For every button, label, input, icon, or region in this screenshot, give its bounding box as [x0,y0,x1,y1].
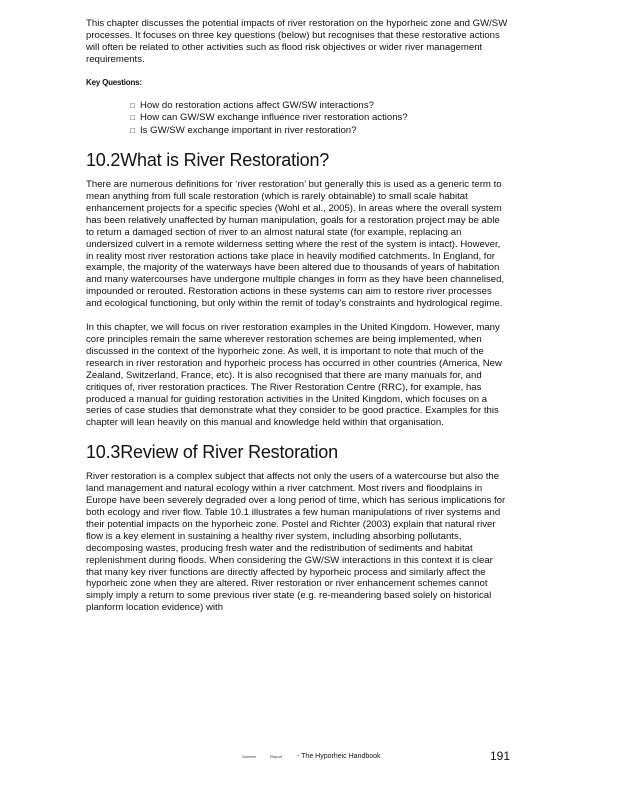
footer-title: - The Hyporheic Handbook [297,753,381,760]
paragraph: In this chapter, we will focus on river restoration examples in the United Kingdom. However, many core principles remain the same wherever restoration schemes are being implemented, when discussed in the context of the hyporheic zone. As well, it is important to note that much of the research in river restoration and hyporheic process has occurred in other countries (America, New Zealand, Switzerland, France, etc). It is also recognised that there are many manuals for, and critiques of, river restoration practices. The River Restoration Centre (RRC), for example, has produced a manual for guiding restoration activities in the United Kingdom, which focuses on a series of case studies that demonstrate what they consider to be good practice. Examples for this chapter will lean heavily on this manual and knowledge held within that organisation. [86,322,502,429]
paragraph: River restoration is a complex subject that affects not only the users of a watercourse but also the land management and natural ecology within a river catchment. Most rivers and floodplains in Europe have been severely degraded over a long period of time, which has serious implications for both ecology and river flow. Table 10.1 illustrates a few human manipulations of river systems and their potential impacts on the hyporheic zone. Postel and Richter (2003) explain that natural river flow is a key element in sustaining a healthy river system, including absorbing pollutants, decomposing wastes, producing fresh water and the redistribution of sediments and habitat replenishment during floods. When considering the GW/SW interactions in this context it is clear that many key river functions are directly affected by hyporheic process and similarly affect the hyporheic zone when they are altered. River restoration or river enhancement schemes cannot simply imply a return to some previous river state (e.g. re-meandering based solely on historical planform location evidence) with [86,471,506,614]
page-content [86,18,510,614]
section-heading-10-2: 10.2What is River Restoration? [86,150,330,171]
bullet-icon: □ [130,100,135,110]
list-item: □ How can GW/SW exchange influence river restoration actions? [130,112,408,124]
list-item: □ Is GW/SW exchange important in river restoration? [130,124,357,136]
intro-paragraph: This chapter discusses the potential impacts of river restoration on the hyporheic zone and GW/SW processes. It focuses on three key questions (below) but recognises that these restorative actions will often be related to other activities such as flood risk objectives or wider river management requirements. [86,18,508,65]
footer-mark: Report [270,754,283,759]
footer-mark: Science [242,754,257,759]
bullet-icon: □ [130,125,135,135]
paragraph: There are numerous definitions for ‘river restoration’ but generally this is used as a generic term to mean anything from full scale restoration (which is rarely obtainable) to small scale habitat enhancement projects for a specific species (Wohl et al., 2005). In areas where the overall system has been relatively unaffected by human manipulation, goals for a restoration project may be able to return a damaged section of river to an almost natural state (for example, replacing an undersized culvert in a remote wilderness setting where the rest of the system is intact). However, in reality most river restoration actions take place in heavily modified catchments. In England, for example, the majority of the waterways have been altered due to thousands of years of habitation and many watercourses have undergone multiple changes in form as they have been channelised, impounded or rerouted. Restoration actions in these systems can aim to restore river processes and ecological functioning, but only within the remit of today’s constraints and hydrological regime. [86,179,505,310]
key-questions-label: Key Questions: [86,77,142,87]
page-footer [86,749,510,765]
key-questions-list [130,100,510,138]
page-number: 191 [489,749,510,763]
list-item: □ How do restoration actions affect GW/SW interactions? [130,99,374,111]
section-heading-10-3: 10.3Review of River Restoration [86,442,338,463]
bullet-icon: □ [130,113,135,123]
